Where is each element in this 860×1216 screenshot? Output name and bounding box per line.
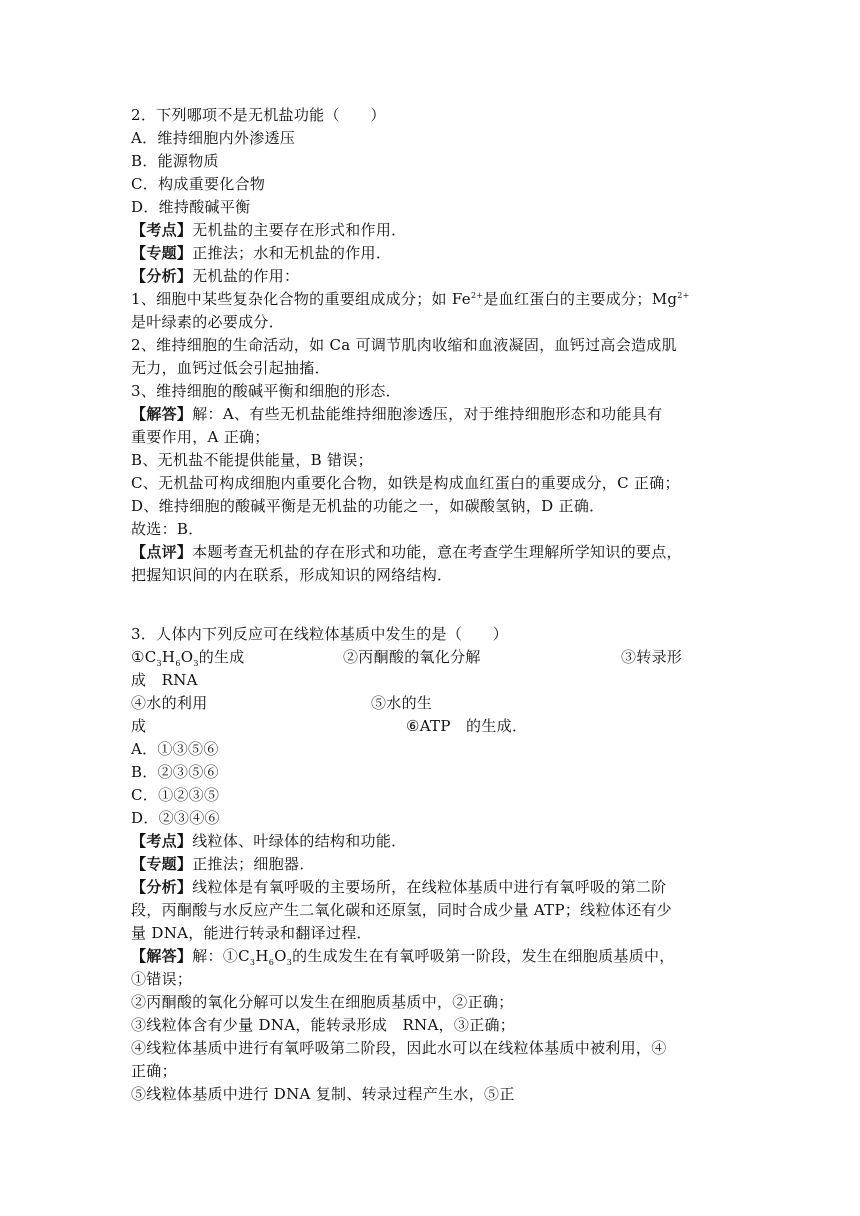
q2-option-a: A．维持细胞内外渗透压 (131, 129, 296, 147)
q3-jieda-4: ④线粒体基质中进行有氧呼吸第二阶段，因此水可以在线粒体基质中被利用，④ (131, 1039, 667, 1057)
q2-analysis-2-cont: 无力，血钙过低会引起抽搐． (131, 359, 330, 377)
q3-jieda-4-cont: 正确； (131, 1062, 177, 1080)
q2-jieda-d: D、维持细胞的酸碱平衡是无机盐的功能之一，如碳酸氢钠，D 正确． (131, 497, 605, 515)
q2-analysis-3: 3、维持细胞的酸碱平衡和细胞的形态． (131, 382, 401, 400)
q3-option-c: C．①②③⑤ (131, 786, 220, 804)
q2-dianping-cont: 把握知识间的内在联系，形成知识的网络结构． (131, 566, 453, 584)
q2-jieda-c: C、无机盐可构成细胞内重要化合物，如铁是构成血红蛋白的重要成分，C 正确； (131, 474, 680, 492)
q3-items-row-3 (131, 716, 731, 736)
q3-option-d: D．②③④⑥ (131, 809, 220, 827)
q3-item-2: ②丙酮酸的氧化分解 (343, 648, 481, 666)
q3-fenxi-3: 量 DNA，能进行转录和翻译过程． (131, 924, 372, 942)
q2-zhuanti: 【专题】正推法；水和无机盐的作用． (131, 244, 392, 262)
q3-zhuanti-text: 正推法；细胞器． (192, 855, 315, 873)
q3-jieda-2: ②丙酮酸的氧化分解可以发生在细胞质基质中，②正确； (131, 993, 514, 1011)
q3-item-3-cont: 成 RNA (131, 671, 198, 689)
q3-fenxi-text: 线粒体是有氧呼吸的主要场所，在线粒体基质中进行有氧呼吸的第二阶 (192, 878, 667, 896)
q2-option-c: C．构成重要化合物 (131, 175, 266, 193)
fenxi-tag: 分析 (146, 267, 177, 285)
q3-jieda-5: ⑤线粒体基质中进行 DNA 复制、转录过程产生水，⑤正 (131, 1085, 515, 1103)
q2-analysis-2: 2、维持细胞的生命活动，如 Ca 可调节肌肉收缩和血液凝固，血钙过高会造成肌 (131, 336, 677, 354)
q2-stem: 2．下列哪项不是无机盐功能（ ） (131, 106, 386, 124)
analysis-1-text-b: 是血红蛋白的主要成分；Mg (483, 290, 678, 308)
q3-stem: 3．人体内下列反应可在线粒体基质中发生的是（ ） (131, 625, 509, 643)
q3-kaodian-text: 线粒体、叶绿体的结构和功能． (192, 832, 407, 850)
q2-kaodian: 【考点】无机盐的主要存在形式和作用． (131, 221, 407, 239)
q3-item-4: ④水的利用 (131, 694, 208, 712)
zhuanti-tag: 专题 (146, 855, 177, 873)
q3-items-row-2 (131, 693, 731, 713)
q2-jieda-1-cont: 重要作用，A 正确； (131, 428, 270, 446)
zhuanti-tag: 专题 (146, 244, 177, 262)
mg-charge: 2+ (677, 291, 690, 300)
q2-jieda-b: B、无机盐不能提供能量，B 错误； (131, 451, 373, 469)
q2-fenxi: 【分析】无机盐的作用： (131, 267, 300, 285)
q2-analysis-1-cont: 是叶绿素的必要成分． (131, 313, 285, 331)
q3-jieda: 【解答】解：$①C_3H_6O_3$的生成发生在有氧呼吸第一阶段，发生在细胞质基质中， (131, 947, 675, 967)
q3-jieda-3: ③线粒体含有少量 DNA，能转录形成 RNA，③正确； (131, 1016, 516, 1034)
q2-answer: 故选：B． (131, 520, 204, 538)
q3-jieda-1-cont: ①错误； (131, 970, 193, 988)
jieda-tag: 解答 (146, 405, 177, 423)
q3-jieda-text-b: 的生成发生在有氧呼吸第一阶段，发生在细胞质基质中， (292, 947, 675, 965)
q2-option-d: D．维持酸碱平衡 (131, 198, 251, 216)
q2-analysis-1 (131, 289, 690, 309)
q3-item-1: $①C_3H_6O_3$的生成 (131, 648, 245, 668)
q3-item-5: ⑤水的生 (371, 694, 433, 712)
kaodian-tag: 考点 (146, 832, 177, 850)
q2-kaodian-text: 无机盐的主要存在形式和作用． (192, 221, 407, 239)
q2-fenxi-text: 无机盐的作用： (192, 267, 300, 285)
q3-zhuanti: 【专题】正推法；细胞器． (131, 855, 315, 873)
q3-option-a: A．①③⑤⑥ (131, 740, 219, 758)
q3-item-6: ⑥ATP 的生成． (406, 717, 528, 735)
kaodian-tag: 考点 (146, 221, 177, 239)
q2-option-b: B．能源物质 (131, 152, 219, 170)
q2-jieda-text: 解：A、有些无机盐能维持细胞渗透压，对于维持细胞形态和功能具有 (192, 405, 663, 423)
fe-charge: 2+ (470, 291, 484, 300)
q3-jieda-text-a: 解：①C (192, 947, 250, 965)
q2-dianping-text: 本题考查无机盐的存在形式和功能，意在考查学生理解所学知识的要点， (192, 543, 682, 561)
q3-item-3: ③转录形 (621, 648, 683, 666)
analysis-1-text-a: 1、细胞中某些复杂化合物的重要组成成分；如 Fe (131, 290, 471, 308)
q2-dianping: 【点评】本题考查无机盐的存在形式和功能，意在考查学生理解所学知识的要点， (131, 543, 682, 561)
dianping-tag: 点评 (146, 543, 177, 561)
q2-jieda: 【解答】解：A、有些无机盐能维持细胞渗透压，对于维持细胞形态和功能具有 (131, 405, 663, 423)
q2-zhuanti-text: 正推法；水和无机盐的作用． (192, 244, 392, 262)
q3-fenxi-2: 段，丙酮酸与水反应产生二氧化碳和还原氢，同时合成少量 ATP；线粒体还有少 (131, 901, 672, 919)
fenxi-tag: 分析 (146, 878, 177, 896)
q3-fenxi: 【分析】线粒体是有氧呼吸的主要场所，在线粒体基质中进行有氧呼吸的第二阶 (131, 878, 667, 896)
q3-items-row-1 (131, 647, 731, 667)
jieda-tag: 解答 (146, 947, 177, 965)
q3-item-5-cont: 成 (131, 717, 147, 735)
q3-option-b: B．②③⑤⑥ (131, 763, 219, 781)
q3-kaodian: 【考点】线粒体、叶绿体的结构和功能． (131, 832, 407, 850)
